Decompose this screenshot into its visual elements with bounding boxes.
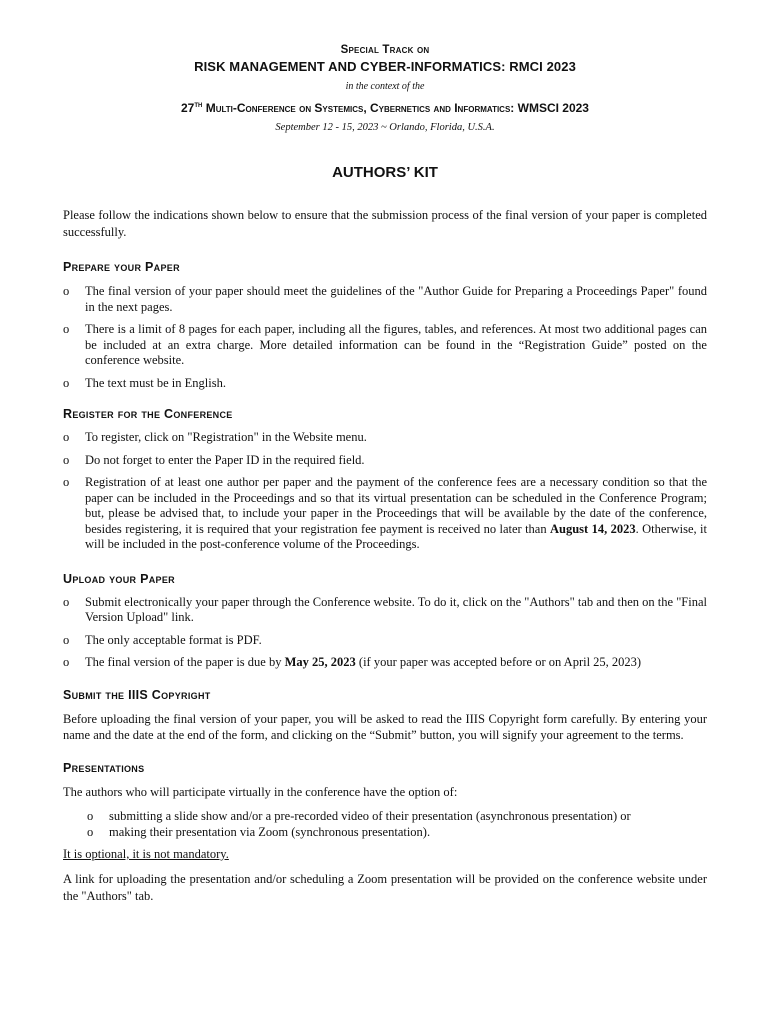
- bullet-glyph: o: [63, 284, 70, 298]
- list-item: [63, 655, 707, 671]
- list-item-text: The text must be in English.: [85, 375, 226, 390]
- list-item: [63, 633, 707, 649]
- bullet-glyph: o: [63, 594, 70, 609]
- document-header: [63, 44, 707, 133]
- track-title: RISK MANAGEMENT AND CYBER-INFORMATICS: RMCI 2023: [194, 59, 576, 74]
- bullet-glyph: o: [63, 632, 70, 647]
- list-item: [63, 322, 707, 369]
- bullet-glyph: o: [87, 825, 94, 839]
- multi-conference-number: 27: [181, 101, 195, 115]
- copyright-heading: Submit the IIIS Copyright: [63, 687, 211, 702]
- list-item-text: There is a limit of 8 pages for each paper, including all the figures, tables, and references. At most two additional pages can be included at an extra charge. More detailed information can be found in the “Registration Guide” posted on the conference website.: [85, 322, 707, 367]
- copyright-paragraph: Before uploading the final version of your paper, you will be asked to read the IIIS Copyright form carefully. By entering your name and the date at the end of the form, and clicking on the “Submit” button, you will signify your agreement to the terms.: [63, 711, 707, 742]
- conference-dates: September 12 - 15, 2023 ~ Orlando, Florida, U.S.A.: [275, 122, 495, 133]
- multi-conference-title: [63, 100, 707, 115]
- bullet-glyph: o: [63, 452, 70, 467]
- bullet-glyph: o: [63, 322, 70, 336]
- list-item-text: Do not forget to enter the Paper ID in the required field.: [85, 452, 365, 467]
- list-item-text: The final version of the paper is due by: [85, 655, 285, 669]
- list-item: [63, 284, 707, 315]
- list-item-text: submitting a slide show and/or a pre-recorded video of their presentation (asynchronous presentation) or: [109, 809, 631, 823]
- list-item: [63, 430, 707, 446]
- bullet-glyph: o: [63, 475, 70, 489]
- list-item-text: . Otherwise, it will be included in the post-conference volume of the Proceedings.: [85, 521, 707, 551]
- list-item: [63, 453, 707, 469]
- copyright-section: [63, 688, 707, 744]
- presentations-heading: Presentations: [63, 760, 145, 775]
- multi-conference-name: Multi-Conference on Systemics, Cybernetics and Informatics: WMSCI 2023: [202, 101, 589, 115]
- due-date: May 25, 2023: [284, 655, 356, 669]
- list-item: [87, 808, 707, 824]
- list-item-text: making their presentation via Zoom (synchronous presentation).: [109, 825, 431, 839]
- list-item-text: Registration of at least one author per paper and the payment of the conference fees are a necessary condition so that the paper can be included in the Proceedings and so that its virtual presentation can be scheduled in the Conference Program; but, please be advised that, to include your paper in the Proceedings that will be available by the date of the conference, besides registering, it is required that your registration fee payment is received no later than: [85, 475, 707, 536]
- register-section: [63, 407, 707, 553]
- list-item: [63, 475, 707, 553]
- list-item-text: Submit electronically your paper through the Conference website. To do it, click on the "Authors" tab and then on the "Final Version Upload" link.: [85, 594, 707, 624]
- list-item-text: The final version of your paper should meet the guidelines of the "Author Guide for Preparing a Proceedings Paper" found in the next pages.: [85, 284, 707, 314]
- page-title: AUTHORS’ KIT: [332, 164, 438, 181]
- special-track-label: Special Track on: [340, 44, 430, 56]
- intro-paragraph: Please follow the indications shown below to ensure that the submission process of the final version of your paper is completed successfully.: [63, 208, 707, 239]
- upload-heading: Upload your Paper: [63, 571, 175, 586]
- list-item-text: To register, click on "Registration" in the Website menu.: [85, 430, 367, 444]
- list-item: [63, 376, 707, 392]
- bullet-glyph: o: [63, 430, 70, 444]
- presentations-section: [63, 761, 707, 905]
- upload-section: [63, 572, 707, 671]
- prepare-list: [63, 284, 707, 391]
- prepare-heading: Prepare your Paper: [63, 260, 180, 274]
- register-heading: Register for the Conference: [63, 407, 233, 421]
- upload-link-paragraph: A link for uploading the presentation and/or scheduling a Zoom presentation will be provided on the conference website under the "Authors" tab.: [63, 872, 707, 903]
- context-line: in the context of the: [345, 81, 425, 92]
- bullet-glyph: o: [63, 375, 70, 390]
- list-item-text: The only acceptable format is PDF.: [85, 632, 262, 647]
- bullet-glyph: o: [87, 809, 94, 823]
- prepare-section: [63, 260, 707, 391]
- bullet-glyph: o: [63, 655, 70, 669]
- multi-conference-ordinal: th: [194, 100, 203, 109]
- deadline-date: August 14, 2023: [550, 521, 636, 536]
- optional-note: It is optional, it is not mandatory.: [63, 847, 229, 861]
- presentations-paragraph: The authors who will participate virtually in the conference have the option of:: [63, 784, 458, 799]
- upload-list: [63, 595, 707, 671]
- register-list: [63, 430, 707, 553]
- list-item-text: (if your paper was accepted before or on April 25, 2023): [355, 655, 642, 669]
- list-item: [63, 595, 707, 626]
- list-item: [87, 824, 707, 840]
- document-page: [0, 44, 770, 1024]
- presentation-options-list: [63, 808, 707, 840]
